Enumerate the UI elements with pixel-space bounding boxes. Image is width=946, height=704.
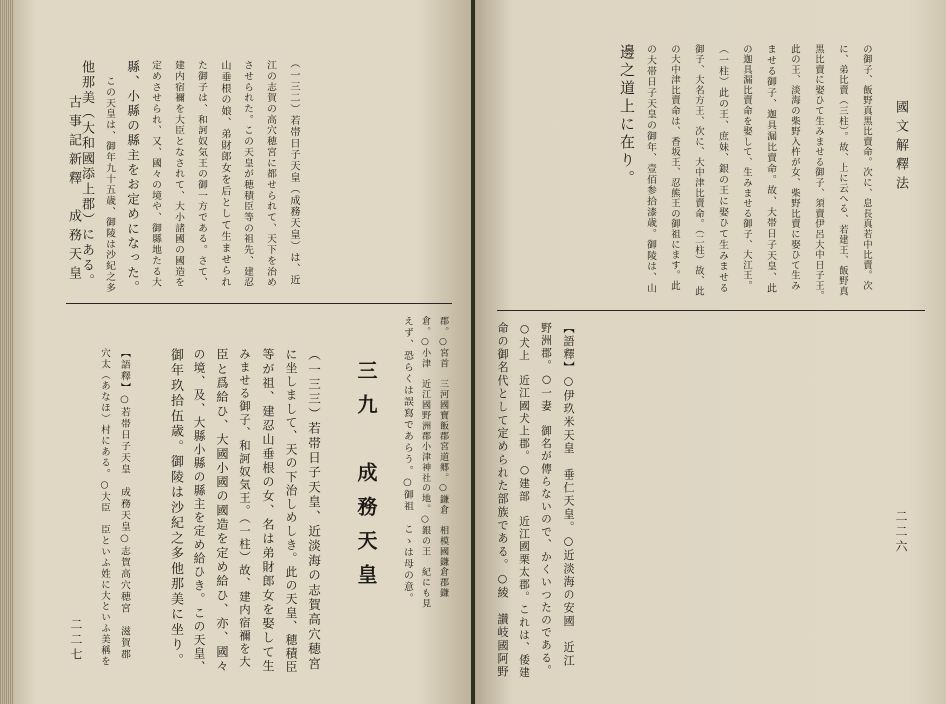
section-title: 三九 成務天皇 <box>354 360 378 598</box>
text-column: の迦具漏比賣命を娶して、生みませる御子、大江王。 <box>741 44 752 291</box>
text-column: （一三三）若帯日子天皇、近淡海の志賀高穴穂宮 <box>306 348 321 672</box>
text-column: 縣、小縣の縣主をお定めになった。 <box>125 60 140 296</box>
text-column: た御子は、和訶奴気王の御一方である。さて、 <box>196 60 207 288</box>
text-column: 定めさせられ、又、國々の境や、御縣地たる大 <box>150 60 161 288</box>
text-column: （一三二）若帯日子天皇（成務天皇）は、近 <box>288 58 299 286</box>
glossary-column: 【語釋】○若帯日子天皇 成務天皇○志賀高穴穂宮 滋賀郡 <box>119 348 130 661</box>
text-column: 黒比賣に娶ひて生みませる御子、須賣伊呂大中日子王。 <box>813 44 824 302</box>
text-column: 臣と爲給ひ、大國小國の國造を定め給ひ、亦、國々 <box>215 348 229 674</box>
right-page <box>475 0 946 704</box>
note-column: 倉。○小津 近江國野洲郡小津神社の地。○銀の王 紀にも見 <box>420 316 430 609</box>
glossary-column: 命の御名代として定められた部族である。○綾 讃岐國阿野 <box>496 322 509 679</box>
note-column: 郡。○宮首 三河國寶飯郡宮道郷。○鎌倉 相模國鎌倉郡鎌 <box>438 316 448 599</box>
text-column: 御子、大名方王、次に、大中津比賣命。（二柱）故、此 <box>693 44 704 297</box>
text-column: この天皇は、御年九十五歳、御陵は沙紀之多 <box>104 76 115 293</box>
text-column: の大中津比賣命は、香坂王、忍熊王の御祖にます。此 <box>669 44 680 291</box>
text-column: の御子、飯野真黒比賣命。次に、息長真若中比賣。次 <box>861 44 872 291</box>
page-edge <box>0 0 14 704</box>
text-column: 此の王、淡海の柴野入杵が女、柴野比賣に娶ひて生み <box>789 44 800 291</box>
text-column: 邊之道上に在り。 <box>618 44 636 188</box>
glossary-column: ○犬上 近江國犬上郡。○建部 近江國栗太郡。これは、倭建 <box>518 322 531 680</box>
horizontal-rule <box>497 310 925 311</box>
text-column: 建内宿禰を大臣となされて、大小諸國の國造を <box>173 60 184 288</box>
text-column: 御年玖拾伍歳。御陵は沙紀之多他那美に坐り。 <box>168 348 183 669</box>
text-column: ませる御子、迦具漏比賣命。故、大帯日子天皇、此 <box>765 44 776 294</box>
text-column: 江の志賀の高穴穂宮に都せられて、天下を治め <box>265 60 276 288</box>
text-column: させられた。この天皇が穂積臣等の祖先、建忍 <box>242 60 253 288</box>
glossary-column: 穴太（あなほ）村にある。○大臣 臣といふ姓に大といふ美稱を <box>99 348 110 668</box>
text-column: 等が祖、建忍山垂根の女、名は弟財郎女を娶して生 <box>261 348 275 674</box>
text-column: （一柱）此の王、庶妹、銀の王に娶ひて生みませる <box>717 44 728 294</box>
glossary-column: 野洲郡。○一妻 御名が傳らないので、かくいつたのである。 <box>540 322 553 678</box>
running-head: 古事記新釋 成務天皇 <box>66 95 81 285</box>
glossary-column: 【語釋】○伊玖米天皇 垂仁天皇。○近淡海の安國 近江 <box>562 322 575 668</box>
horizontal-rule <box>66 303 452 304</box>
running-head: 國文解釋法 <box>893 100 908 195</box>
page-number: 二二六 <box>894 510 908 555</box>
text-column: の境、及、大縣小縣の縣主を定め給ひき。この天皇、 <box>192 348 206 675</box>
text-column: 他那美（大和國添上郡）にある。 <box>79 60 94 289</box>
note-column: えず、恐らくは誤寫であらう。○御祖 こゝは母の意。 <box>402 316 413 605</box>
left-page <box>14 0 471 704</box>
text-column: みませる御子、和訶奴気王。（一柱）故、建内宿禰を大 <box>238 348 252 669</box>
page-number: 二二七 <box>69 618 83 663</box>
text-column: に坐しまして、天の下治しめしき。此の天皇、穂積臣 <box>284 348 298 675</box>
text-column: の大帯日子天皇の御年、壹佰参拾漆歳。御陵は、山 <box>645 44 656 294</box>
text-column: 山垂根の娘、弟財郎女を后として生ませられ <box>219 60 230 288</box>
text-column: に、弟比賣（三柱）。故、上に云へる、若建王、飯野真 <box>837 44 848 297</box>
